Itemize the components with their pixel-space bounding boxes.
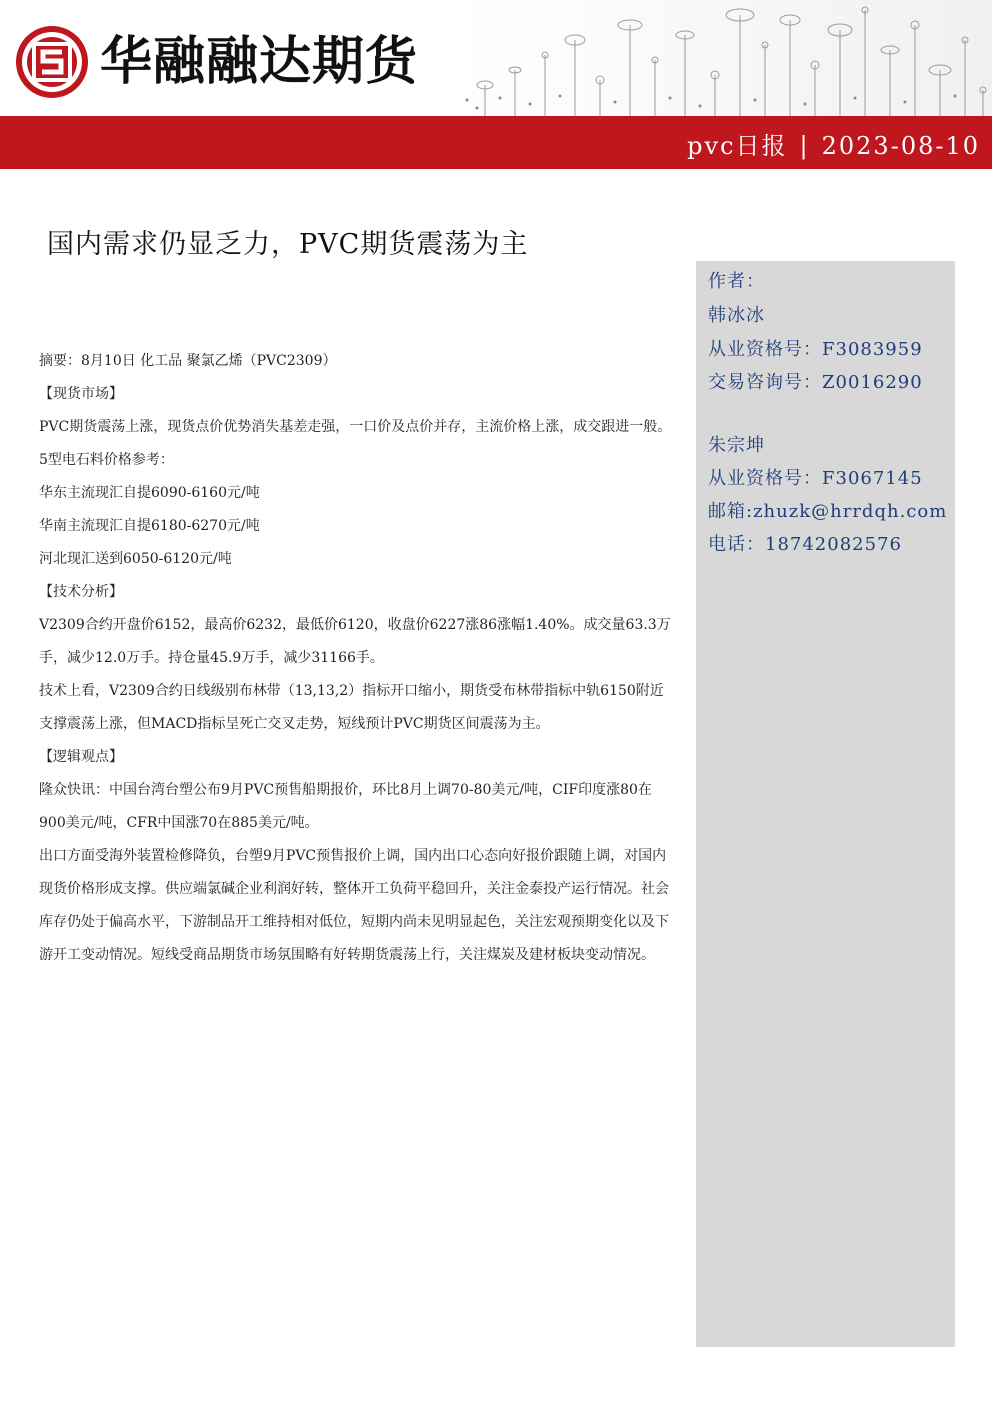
author2-phone: 电话：18742082576	[708, 534, 902, 555]
section-heading-spot: 【现货市场】	[39, 386, 123, 402]
author2-cert: 从业资格号：F3067145	[708, 468, 923, 489]
author1-name: 韩冰冰	[708, 305, 765, 326]
tech-paragraph-2: 技术上看，V2309合约日线级别布林带（13,13,2）指标开口缩小，期货受布林带指标中轨6150附近支撑震荡上涨，但MACD指标呈死亡交叉走势，短线预计PVC期货区间震荡为主。	[39, 683, 664, 732]
logic-paragraph-1: 隆众快讯：中国台湾台塑公布9月PVC预售船期报价，环比8月上调70-80美元/吨，CIF印度涨80在900美元/吨，CFR中国涨70在885美元/吨。	[39, 782, 652, 831]
report-type: pvc日报	[687, 132, 788, 160]
report-info	[687, 126, 980, 161]
spot-price-hebei: 河北现汇送到6050-6120元/吨	[39, 551, 232, 567]
spot-price-east: 华东主流现汇自提6090-6160元/吨	[39, 485, 260, 501]
report-date: 2023-08-10	[821, 132, 980, 160]
tech-paragraph-1: V2309合约开盘价6152，最高价6232，最低价6120，收盘价6227涨86涨幅1.40%。成交量63.3万手，减少12.0万手。持仓量45.9万手，减少31166手。	[39, 617, 671, 666]
report-banner	[0, 116, 992, 169]
brand-name: 华融融达期货	[100, 32, 419, 92]
author-sidebar	[696, 261, 955, 1347]
author2-name: 朱宗坤	[708, 435, 765, 456]
report-headline: 国内需求仍显乏力，PVC期货震荡为主	[47, 229, 529, 260]
author2-email: 邮箱:zhuzk@hrrdqh.com	[708, 501, 948, 522]
author1-cert: 从业资格号：F3083959	[708, 339, 923, 360]
logic-paragraph-2: 出口方面受海外装置检修降负，台塑9月PVC预售报价上调，国内出口心态向好报价跟随上调，对国内现货价格形成支撑。供应端氯碱企业利润好转，整体开工负荷平稳回升，关注金泰投产运行情况。社会库存仍处于偏高水平，下游制品开工维持相对低位，短期内尚未见明显起色，关注宏观预期变化以及下游开工变动情况。短线受商品期货市场氛围略有好转期货震荡上行，关注煤炭及建材板块变动情况。	[39, 848, 669, 963]
section-heading-tech: 【技术分析】	[39, 584, 123, 600]
author-label: 作者：	[708, 271, 765, 292]
spot-paragraph: PVC期货震荡上涨，现货点价优势消失基差走强，一口价及点价并存，主流价格上涨，成交跟进一般。5型电石料价格参考：	[39, 419, 672, 468]
summary: 摘要：8月10日 化工品 聚氯乙烯（PVC2309）	[39, 353, 337, 369]
header-decoration	[455, 0, 992, 116]
page-header	[0, 0, 992, 170]
brand-logo	[12, 22, 418, 102]
report-separator: |	[799, 132, 810, 160]
spot-price-south: 华南主流现汇自提6180-6270元/吨	[39, 518, 260, 534]
section-heading-logic: 【逻辑观点】	[39, 749, 123, 765]
brand-logo-icon	[12, 22, 92, 102]
report-body	[39, 345, 677, 972]
author1-advisory: 交易咨询号：Z0016290	[708, 372, 923, 393]
